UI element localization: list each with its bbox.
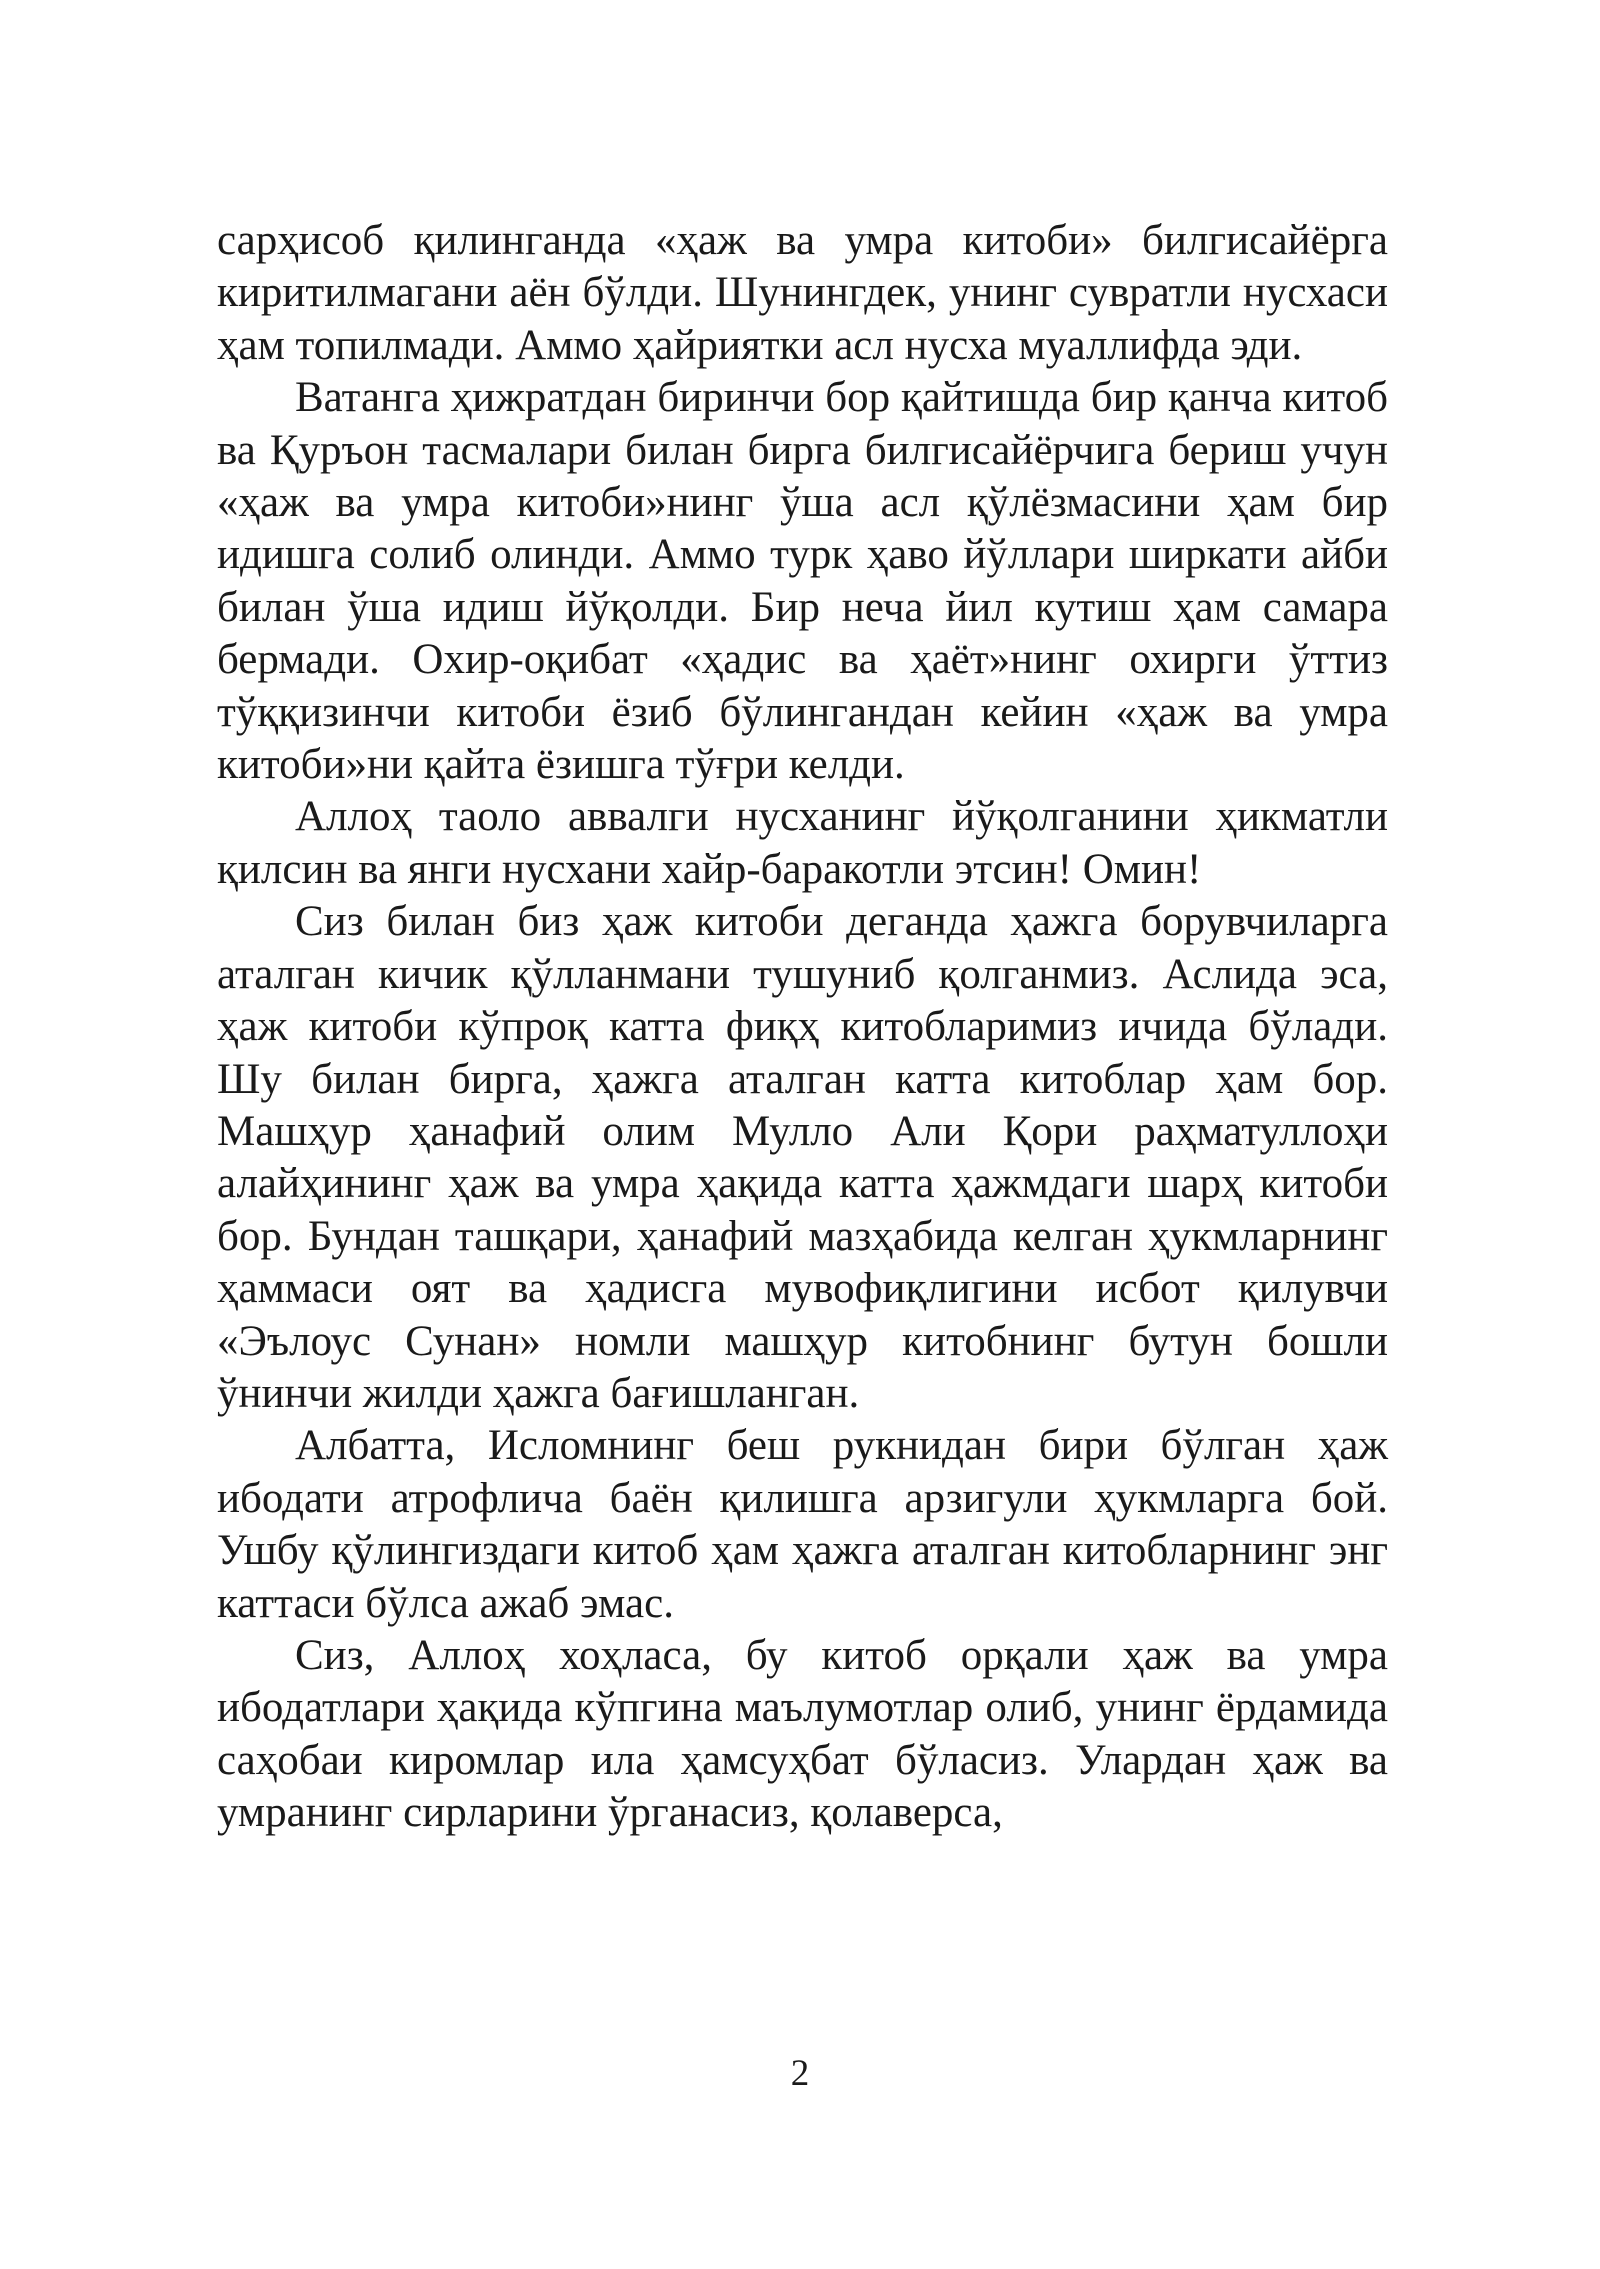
body-text <box>217 215 1388 1840</box>
page-number: 2 <box>790 2053 810 2094</box>
paragraph: Аллоҳ таоло аввалги нусханинг йўқолганини ҳикматли қилсин ва янги нусхани хайр-баракотли этсин! Омин! <box>217 793 1388 893</box>
paragraph-continuation: сарҳисоб қилинганда «ҳаж ва умра китоби» билгисайёрга киритилмагани аён бўлди. Шунингдек, унинг сувратли нусхаси ҳам топилмади. Аммо ҳайриятки асл нусха муаллифда эди. <box>217 217 1388 369</box>
paragraph: Ватанга ҳижратдан биринчи бор қайтишда бир қанча китоб ва Қуръон тасмалари билан бирга билгисайёрчига бериш учун «ҳаж ва умра китоби»нинг ўша асл қўлёзмасини ҳам бир идишга солиб олинди. Аммо турк ҳаво йўллари ширкати айби билан ўша идиш йўқолди. Бир неча йил кутиш ҳам самара бермади. Охир-оқибат «ҳадис ва ҳаёт»нинг охирги ўттиз тўққизинчи китоби ёзиб бўлингандан кейин «ҳаж ва умра китоби»ни қайта ёзишга тўғри келди. <box>217 374 1388 789</box>
paragraph: Сиз, Аллоҳ хоҳласа, бу китоб орқали ҳаж ва умра ибодатлари ҳақида кўпгина маълумотлар олиб, унинг ёрдамида саҳобаи киромлар ила ҳамсуҳбат бўласиз. Улардан ҳаж ва умранинг сирларини ўрганасиз, қолаверса, <box>217 1631 1388 1837</box>
paragraph: Сиз билан биз ҳаж китоби деганда ҳажга борувчиларга аталган кичик қўлланмани тушуниб қолганмиз. Аслида эса, ҳаж китоби кўпроқ катта фиқҳ китобларимиз ичида бўлади. Шу билан бирга, ҳажга аталган катта китоблар ҳам бор. Машҳур ҳанафий олим Мулло Али Қори раҳматуллоҳи алайҳининг ҳаж ва умра ҳақида катта ҳажмдаги шарҳ китоби бор. Бундан ташқари, ҳанафий мазҳабида келган ҳукмларнинг ҳаммаси оят ва ҳадисга мувофиқлигини исбот қилувчи «Эълоус Сунан» номли машҳур китобнинг бутун бошли ўнинчи жилди ҳажга бағишланган. <box>217 898 1388 1417</box>
paragraph: Албатта, Исломнинг беш рукнидан бири бўлган ҳаж ибодати атрофлича баён қилишга арзигули ҳукмларга бой. Ушбу қўлингиздаги китоб ҳам ҳажга аталган китобларнинг энг каттаси бўлса ажаб эмас. <box>217 1422 1388 1627</box>
